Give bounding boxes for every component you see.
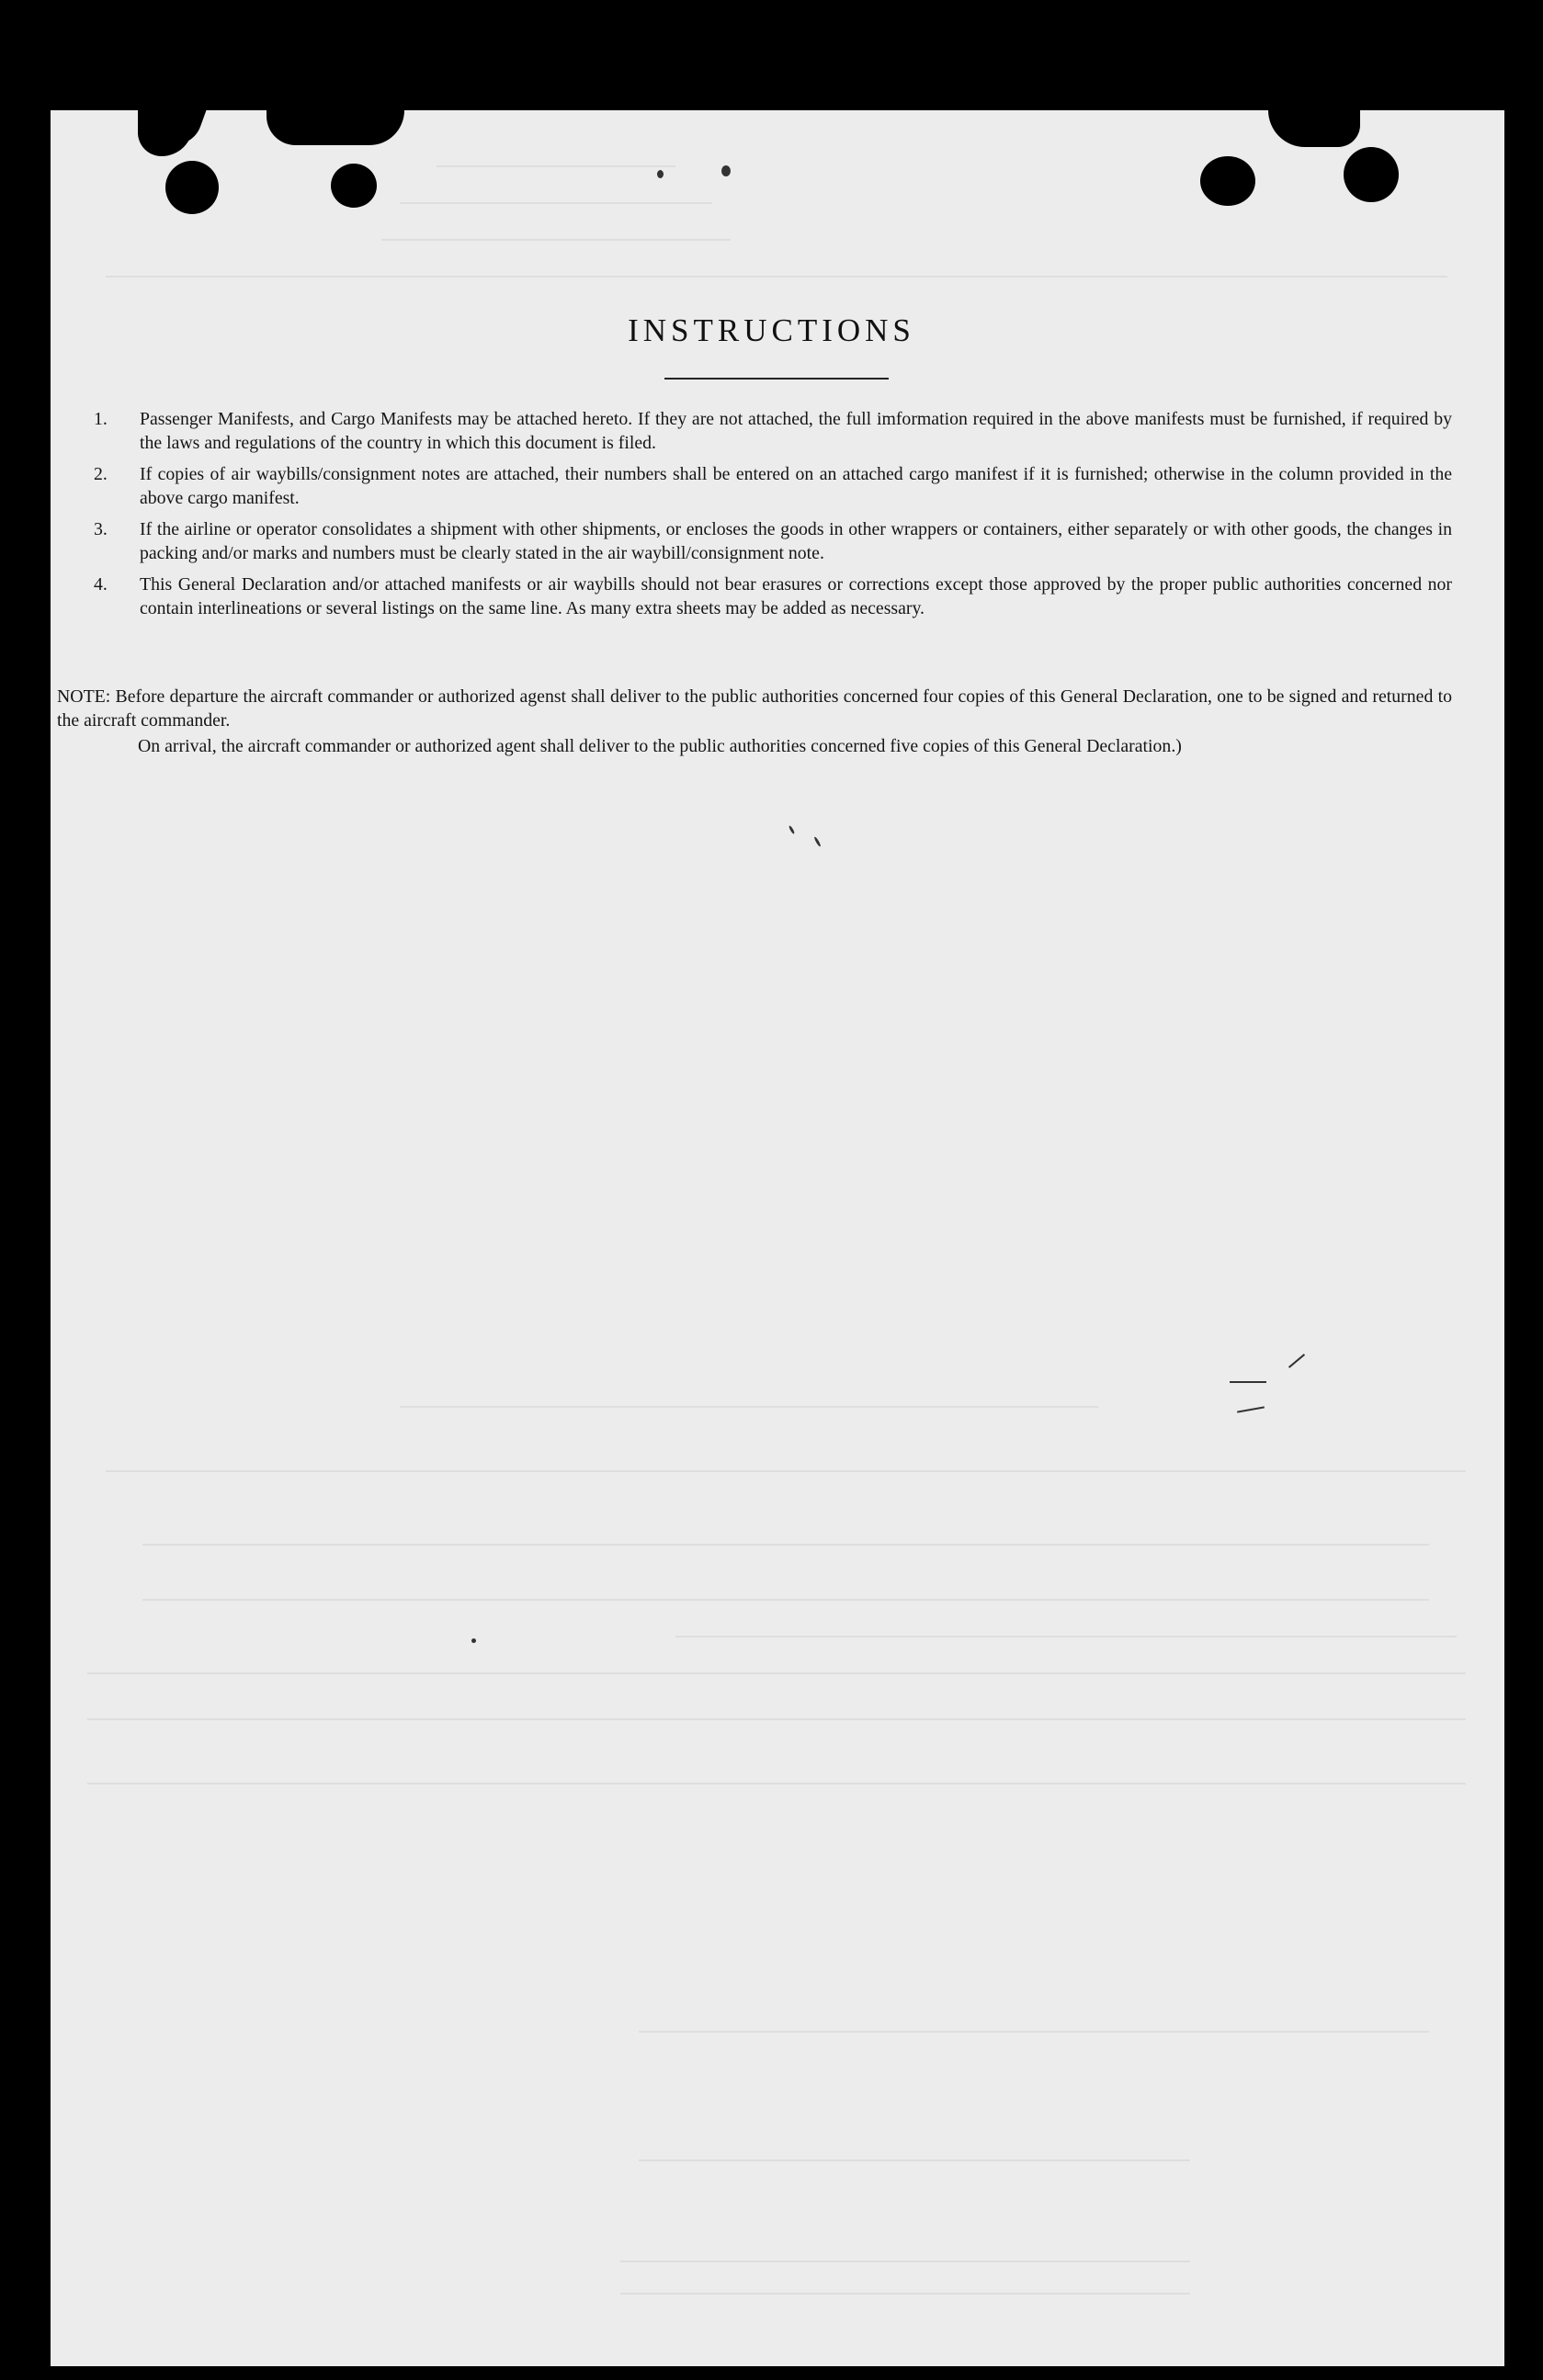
ink-speck (471, 1638, 476, 1643)
bleed-through-mark (675, 1636, 1457, 1638)
instruction-number: 2. (94, 464, 108, 484)
instruction-text: If copies of air waybills/consignment notes are attached, their numbers shall be entered on an attached cargo manifest if it is furnished; otherwise in the column provided in the above cargo manifest. (140, 464, 1452, 508)
title-underline (664, 378, 889, 380)
ink-speck (721, 165, 731, 176)
bleed-through-mark (106, 1470, 1466, 1472)
bleed-through-mark (106, 276, 1447, 278)
torn-edge (267, 110, 404, 145)
bleed-through-mark (400, 1406, 1098, 1408)
bleed-through-mark (620, 2261, 1190, 2262)
instruction-item (94, 462, 1452, 510)
pencil-mark (1230, 1381, 1266, 1383)
instruction-item (94, 572, 1452, 620)
bleed-through-mark (437, 165, 675, 167)
bleed-through-mark (87, 1672, 1466, 1674)
page-title: INSTRUCTIONS (628, 312, 915, 348)
instructions-list (94, 407, 1452, 628)
instruction-text: Passenger Manifests, and Cargo Manifests may be attached hereto. If they are not attached, the full imformation required in the above manifests must be furnished, if required by the laws and regulations of the country in which this document is filed. (140, 409, 1452, 453)
bleed-through-mark (620, 2293, 1190, 2295)
note-departure (57, 685, 1452, 732)
bleed-through-mark (639, 2159, 1190, 2161)
punch-hole (1200, 156, 1255, 206)
note-arrival: On arrival, the aircraft commander or authorized agent shall deliver to the public authorities concerned five copies of this General Declaration.) (138, 736, 1182, 756)
bleed-through-mark (639, 2031, 1429, 2033)
bleed-through-mark (400, 202, 712, 204)
ink-speck (657, 170, 664, 178)
punch-hole (1344, 147, 1399, 202)
bleed-through-mark (142, 1599, 1429, 1601)
note-departure-text: Before departure the aircraft commander or authorized agenst shall deliver to the public authorities concerned four copies of this General Declaration, one to be signed and returned to the aircraft commander. (57, 686, 1452, 731)
bleed-through-mark (87, 1783, 1466, 1785)
bleed-through-mark (381, 239, 731, 241)
instruction-number: 4. (94, 574, 108, 595)
instruction-number: 3. (94, 519, 108, 539)
punch-hole (165, 161, 219, 214)
note-label: NOTE: (57, 686, 111, 707)
instruction-number: 1. (94, 409, 108, 429)
punch-hole (331, 164, 377, 208)
bleed-through-mark (87, 1718, 1466, 1720)
instruction-text: If the airline or operator consolidates a shipment with other shipments, or encloses the goods in other wrappers or containers, either separately or with other goods, the changes in packing and/or marks and numbers must be clearly stated in the air waybill/consignment note. (140, 519, 1452, 563)
instruction-item (94, 407, 1452, 455)
instruction-item (94, 517, 1452, 565)
instruction-text: This General Declaration and/or attached manifests or air waybills should not bear erasures or corrections except those approved by the proper public authorities concerned nor contain interlineations or several listings on the same line. As many extra sheets may be added as necessary. (140, 574, 1452, 618)
bleed-through-mark (142, 1544, 1429, 1546)
note-section (57, 685, 1452, 758)
